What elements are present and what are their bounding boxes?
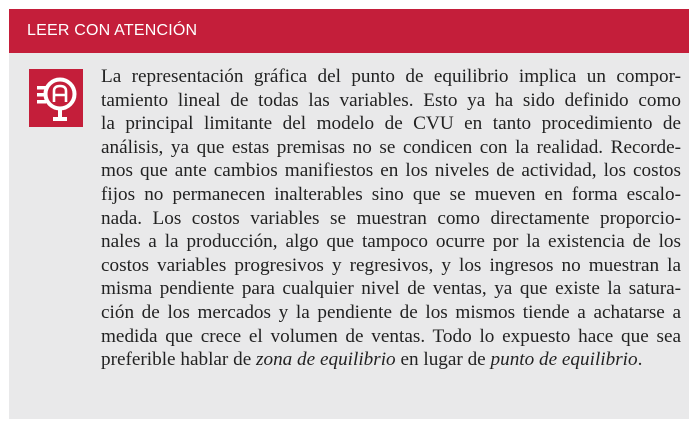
body-line: análisis, ya que estas premisas no se condicen con la realidad. Recorde- bbox=[101, 136, 681, 158]
body-line: medida que crece el volumen de ventas. Todo lo expuesto hace que sea bbox=[101, 325, 681, 347]
body-last-line bbox=[101, 348, 681, 372]
body-line: tamiento lineal de todas las variables. Esto ya ha sido definido como bbox=[101, 89, 681, 111]
callout-header bbox=[9, 9, 689, 53]
callout-title: LEER CON ATENCIÓN bbox=[27, 22, 198, 39]
last-line-text: preferible hablar de bbox=[101, 349, 257, 371]
emphasis-punto-de-equilibrio: punto de equilibrio bbox=[490, 349, 638, 371]
body-line: ción de los mercados y la pendiente de los mismos tiende a achatarse a bbox=[101, 301, 681, 323]
reading-attention-icon bbox=[29, 69, 83, 127]
body-line: costos variables progresivos y regresivos, y los ingresos no muestran la bbox=[101, 254, 681, 276]
last-line-period: . bbox=[637, 349, 643, 371]
last-line-text: en lugar de bbox=[395, 349, 491, 371]
body-line: misma pendiente para cualquier nivel de ventas, ya que existe la satura- bbox=[101, 278, 681, 300]
body-line: mos que ante cambios manifiestos en los niveles de actividad, los costos bbox=[101, 160, 681, 182]
body-line: la principal limitante del modelo de CVU en tanto procedimiento de bbox=[101, 113, 681, 135]
body-line: La representación gráfica del punto de equilibrio implica un compor- bbox=[101, 66, 681, 87]
callout-body bbox=[101, 65, 681, 372]
body-line: nada. Los costos variables se muestran como directamente proporcio- bbox=[101, 207, 681, 229]
body-line: fijos no permanecen inalterables sino que se mueven en forma escalo- bbox=[101, 183, 681, 205]
emphasis-zona-de-equilibrio: zona de equilibrio bbox=[256, 349, 396, 371]
attention-callout bbox=[9, 9, 689, 419]
body-line: nales a la producción, algo que tampoco ocurre por la existencia de los bbox=[101, 231, 681, 253]
